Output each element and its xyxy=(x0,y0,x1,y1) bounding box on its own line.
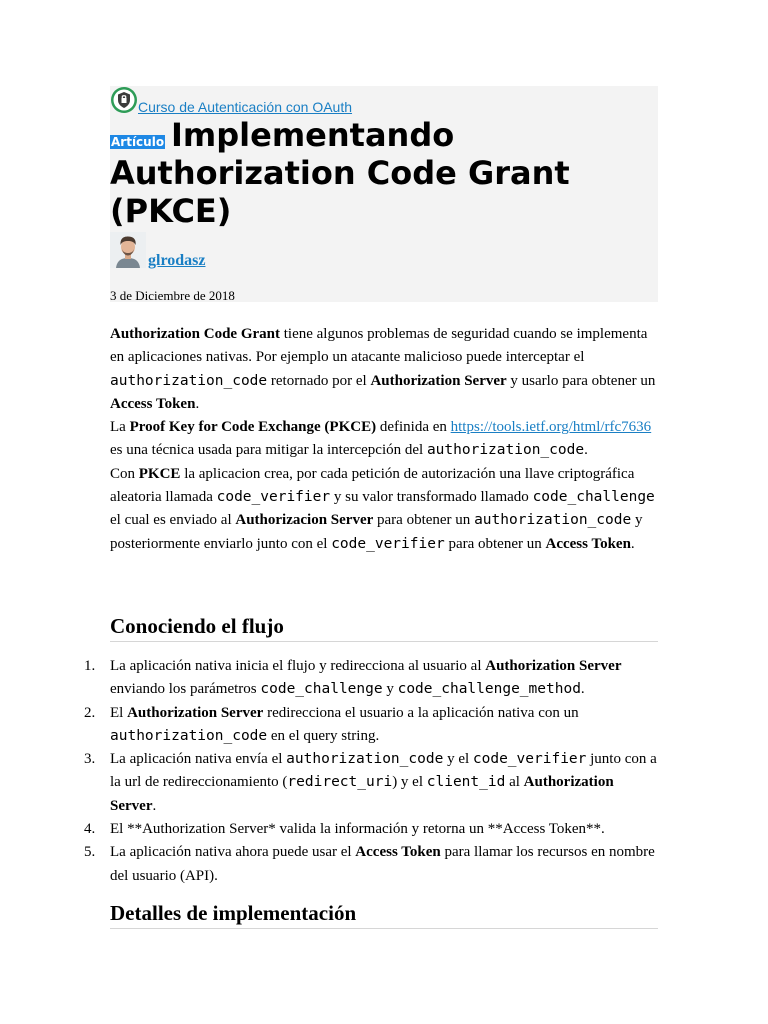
flow-steps-list xyxy=(84,655,662,888)
list-item: 5. La aplicación nativa ahora puede usar el Access Token para llamar los recursos en nombre del usuario (API). xyxy=(84,844,655,884)
publish-date: 3 de Diciembre de 2018 xyxy=(110,288,235,303)
article-intro xyxy=(110,323,662,556)
page-title xyxy=(110,116,655,230)
article-badge: Artículo xyxy=(111,135,165,149)
list-item: 1. La aplicación nativa inicia el flujo y redirecciona al usuario al Authorization Server enviando los parámetros code_challenge y code_challenge_method. xyxy=(84,658,622,698)
section-heading-implementation: Detalles de implementación xyxy=(110,900,658,929)
intro-paragraph-1: Authorization Code Grant tiene algunos problemas de seguridad cuando se implementa en aplicaciones nativas. Por ejemplo un atacante malicioso puede interceptar el authorization_code retornado por el Authorization Server y usarlo para obtener un Access Token. xyxy=(110,326,656,412)
rfc-link[interactable]: https://tools.ietf.org/html/rfc7636 xyxy=(450,419,652,436)
user-avatar[interactable] xyxy=(110,232,146,268)
author-link[interactable]: glrodasz xyxy=(148,252,206,269)
intro-paragraph-3: Con PKCE la aplicacion crea, por cada petición de autorización una llave criptográfica aleatoria llamada code_verifier y su valor transformado llamado code_challenge el cual es enviado al Authorizacion Server para obtener un authorization_code y posteriormente enviarlo junto con el code_verifier para obtener un Access Token. xyxy=(110,465,655,552)
list-item: 3. La aplicación nativa envía el authorization_code y el code_verifier junto con a la url de redireccionamiento (redirect_uri) y el client_id al Authorization Server. xyxy=(84,751,657,814)
shield-lock-icon xyxy=(110,86,138,114)
intro-paragraph-2: La Proof Key for Code Exchange (PKCE) definida en https://tools.ietf.org/html/rfc7636 es una técnica usada para mitigar la intercepción del authorization_code. xyxy=(110,419,652,459)
course-link[interactable]: Curso de Autenticación con OAuth xyxy=(138,99,353,115)
section-heading-flow: Conociendo el flujo xyxy=(110,613,658,642)
list-item: 2. El Authorization Server redirecciona el usuario a la aplicación nativa con un authorization_code en el query string. xyxy=(84,704,579,744)
page-title-text: Implementando Authorization Code Grant (PKCE) xyxy=(110,116,570,230)
list-item: 4. El **Authorization Server* valida la información y retorna un **Access Token**. xyxy=(84,821,605,838)
